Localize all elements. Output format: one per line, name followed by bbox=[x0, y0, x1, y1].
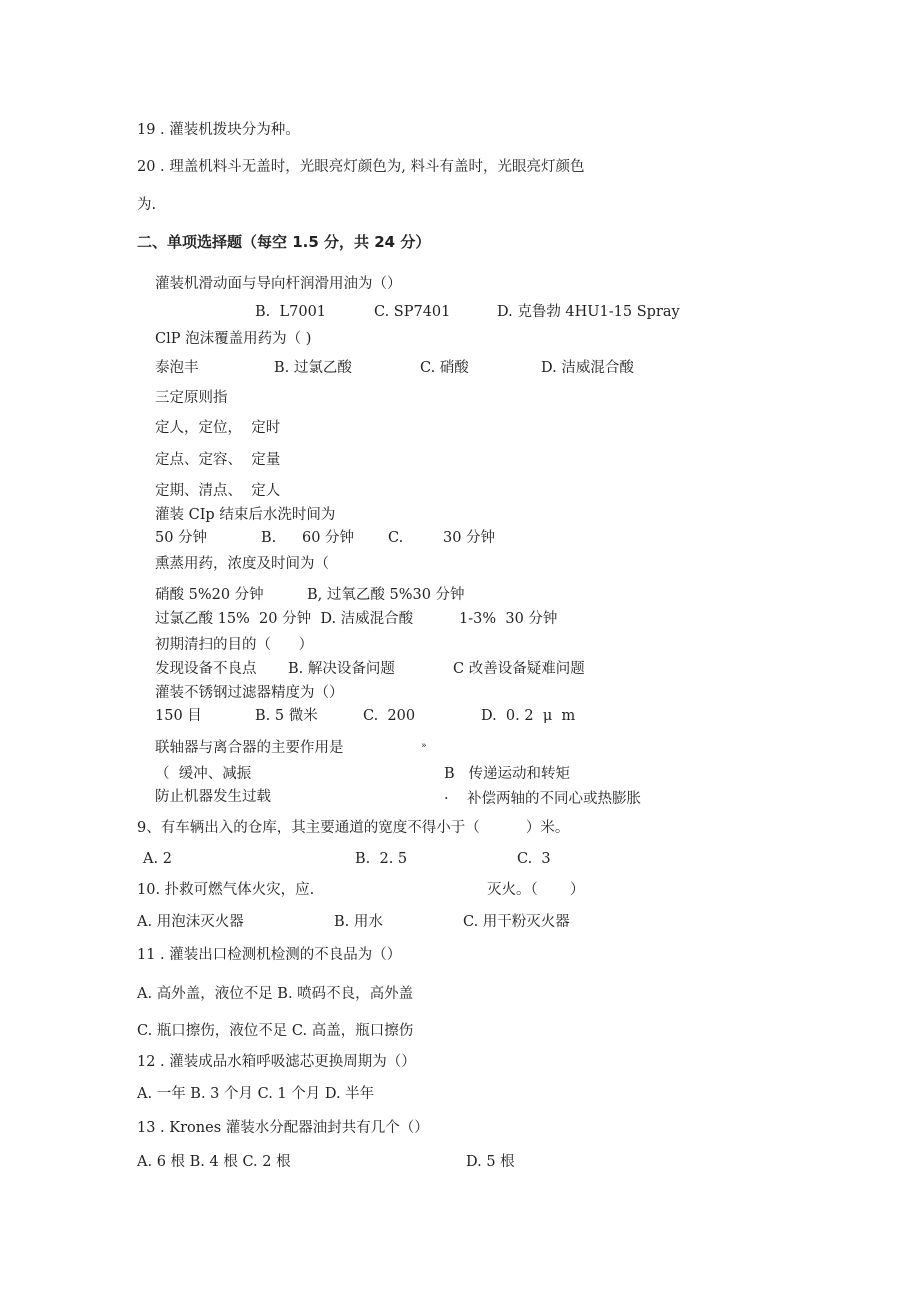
option-c: C 改善设备疑难问题 bbox=[453, 661, 585, 677]
option-a: 150 目 bbox=[155, 708, 202, 724]
question-2: ClP 泡沫覆盖用药为（ ) bbox=[155, 331, 312, 347]
option-b: B. 解决设备问题 bbox=[288, 661, 395, 677]
option-d-value: 1-3% 30 分钟 bbox=[459, 611, 558, 627]
question-7: 灌装不锈钢过滤器精度为（） bbox=[155, 685, 344, 701]
option-c: C. 3 bbox=[517, 851, 551, 867]
option-c: C. SP7401 bbox=[374, 304, 451, 320]
question-20-cont: 为. bbox=[137, 197, 157, 213]
option-a: 50 分钟 bbox=[155, 530, 208, 546]
question-8: 联轴器与离合器的主要作用是 bbox=[155, 740, 344, 756]
question-5: 熏蒸用药，浓度及时间为（ bbox=[155, 556, 329, 572]
question-6: 初期清扫的目的（ ） bbox=[155, 637, 314, 653]
option-b: B. 过氯乙酸 bbox=[274, 360, 352, 376]
option-c-value: 30 分钟 bbox=[443, 530, 496, 546]
question-11: 11 . 灌装出口检测机检测的不良品为（） bbox=[137, 947, 402, 963]
question-3: 三定原则指 bbox=[155, 390, 228, 406]
option-b: B. L7001 bbox=[255, 304, 327, 320]
option-c: C. 200 bbox=[363, 708, 416, 724]
option-b: 定点、定容、 定量 bbox=[155, 452, 281, 468]
option-c: 防止机器发生过载 bbox=[155, 789, 271, 805]
option-a: 硝酸 5%20 分钟 bbox=[155, 587, 264, 603]
option-b: B, 过氧乙酸 5%30 分钟 bbox=[307, 587, 465, 603]
option-c: C. 用干粉灭火器 bbox=[463, 914, 570, 930]
option-c: C. 硝酸 bbox=[420, 360, 469, 376]
option-a: （ 缓冲、减振 bbox=[155, 766, 252, 782]
option-d: · 补偿两轴的不同心或热膨胀 bbox=[444, 791, 642, 807]
option-b: B. bbox=[261, 530, 277, 546]
option-a: 定人，定位， 定时 bbox=[155, 420, 281, 436]
question-10-cont: 灭火。（ ） bbox=[487, 882, 585, 898]
question-13: 13 . Krones 灌装水分配器油封共有几个（） bbox=[137, 1120, 429, 1136]
option-a: A. 用泡沫灭火器 bbox=[137, 914, 244, 930]
option-d: D. 克鲁勃 4HU1-15 Spray bbox=[497, 304, 680, 320]
option-c: C. bbox=[388, 530, 404, 546]
stray-mark: » bbox=[421, 741, 427, 751]
option-b: B. 用水 bbox=[334, 914, 383, 930]
question-10: 10. 扑救可燃气体火灾，应. bbox=[137, 882, 315, 898]
question-9: 9、有车辆出入的仓库，其主要通道的宽度不得小于（ ）米。 bbox=[137, 820, 570, 836]
option-a: 发现设备不良点 bbox=[155, 661, 257, 677]
question-4: 灌装 CIp 结束后水洗时间为 bbox=[155, 507, 336, 523]
option-d: D. 洁威混合酸 bbox=[541, 360, 634, 376]
option-a: 泰泡丰 bbox=[155, 360, 199, 376]
option-c-d: C. 瓶口擦伤，液位不足 C. 高盖，瓶口擦伤 bbox=[137, 1023, 414, 1039]
section-heading: 二、单项选择题（每空 1.5 分，共 24 分） bbox=[137, 233, 431, 251]
option-d: D. 5 根 bbox=[466, 1154, 515, 1170]
option-a: A. 2 bbox=[143, 851, 172, 867]
option-c: 定期、清点、 定人 bbox=[155, 483, 281, 499]
options-a-c: A. 6 根 B. 4 根 C. 2 根 bbox=[137, 1154, 291, 1170]
question-12: 12 . 灌装成品水箱呼吸滤芯更换周期为（） bbox=[137, 1054, 416, 1070]
option-b: B. 5 微米 bbox=[255, 708, 318, 724]
option-c-d: 过氯乙酸 15% 20 分钟 D. 洁威混合酸 bbox=[155, 611, 414, 627]
question-20: 20 . 理盖机料斗无盖时，光眼亮灯颜色为, 料斗有盖时，光眼亮灯颜色 bbox=[137, 159, 585, 175]
option-b: B 传递运动和转矩 bbox=[444, 766, 570, 782]
option-b: B. 2. 5 bbox=[355, 851, 408, 867]
option-d: D. 0. 2 μ m bbox=[481, 708, 576, 724]
options: A. 一年 B. 3 个月 C. 1 个月 D. 半年 bbox=[137, 1086, 375, 1102]
option-b-value: 60 分钟 bbox=[302, 530, 355, 546]
question-19: 19 . 灌装机拨块分为种。 bbox=[137, 122, 300, 138]
option-a-b: A. 高外盖，液位不足 B. 喷码不良，高外盖 bbox=[137, 986, 414, 1002]
question-1: 灌装机滑动面与导向杆润滑用油为（） bbox=[155, 276, 402, 292]
